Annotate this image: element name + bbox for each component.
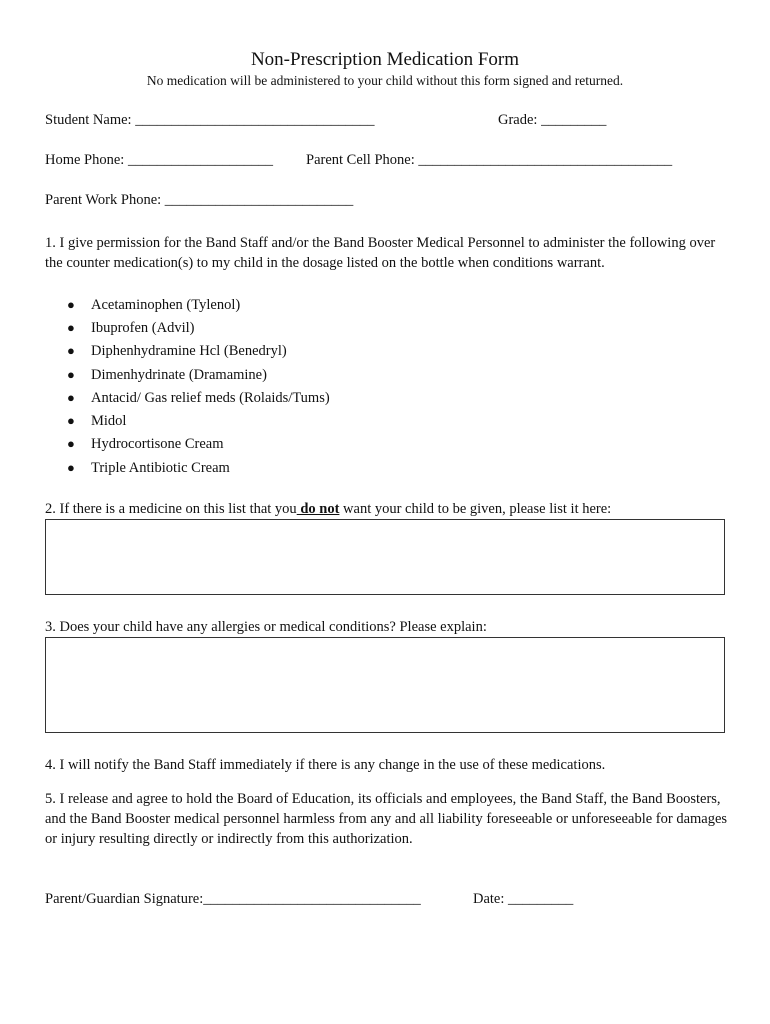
list-item xyxy=(67,363,330,386)
bullet-icon: ● xyxy=(67,459,75,475)
form-title: Non-Prescription Medication Form xyxy=(250,49,520,70)
parent-cell-phone-field[interactable]: Parent Cell Phone: ___________________________________ xyxy=(306,152,673,168)
medication-label: Antacid/ Gas relief meds (Rolaids/Tums) xyxy=(91,389,330,406)
date-field[interactable]: Date: _________ xyxy=(473,891,574,907)
bullet-icon: ● xyxy=(67,296,75,312)
exclusion-question xyxy=(45,501,611,518)
form-subtitle: No medication will be administered to your child without this form signed and returned. xyxy=(146,73,624,88)
list-item xyxy=(67,409,330,432)
bullet-icon: ● xyxy=(67,436,75,452)
medication-label: Diphenhydramine Hcl (Benedryl) xyxy=(91,343,287,360)
exclusion-prefix: 2. If there is a medicine on this list that you xyxy=(45,501,297,517)
grade-field[interactable]: Grade: _________ xyxy=(498,112,607,128)
medication-label: Triple Antibiotic Cream xyxy=(91,459,230,476)
list-item xyxy=(67,340,330,363)
bullet-icon: ● xyxy=(67,413,75,429)
exclusion-suffix: want your child to be given, please list it here: xyxy=(339,501,612,517)
medication-label: Hydrocortisone Cream xyxy=(91,436,224,453)
notify-statement: 4. I will notify the Band Staff immediately if there is any change in the use of these medications. xyxy=(45,757,606,773)
list-item xyxy=(67,456,330,479)
medication-label: Dimenhydrinate (Dramamine) xyxy=(91,366,267,383)
allergies-textbox[interactable] xyxy=(45,637,725,733)
allergies-question: 3. Does your child have any allergies or medical conditions? Please explain: xyxy=(45,619,487,635)
list-item xyxy=(67,433,330,456)
bullet-icon: ● xyxy=(67,319,75,335)
release-paragraph: 5. I release and agree to hold the Board of Education, its officials and employees, the Band Staff, the Band Boosters, and the Band Booster medical personnel harmless from any and all liability foreseeable or unforeseeable for damages or injury resulting directly or indirectly from this authorization. xyxy=(45,791,728,847)
signature-field[interactable]: Parent/Guardian Signature:______________________________ xyxy=(45,891,421,907)
bullet-icon: ● xyxy=(67,366,75,382)
student-name-field[interactable]: Student Name: _________________________________ xyxy=(45,112,375,128)
do-not-emphasis: do not xyxy=(296,501,340,517)
bullet-icon: ● xyxy=(67,343,75,359)
list-item xyxy=(67,316,330,339)
list-item xyxy=(67,386,330,409)
permission-paragraph: 1. I give permission for the Band Staff and/or the Band Booster Medical Personnel to administer the following over the counter medication(s) to my child in the dosage listed on the bottle when conditions warrant. xyxy=(45,235,716,271)
home-phone-field[interactable]: Home Phone: ____________________ xyxy=(45,152,273,168)
bullet-icon: ● xyxy=(67,389,75,405)
parent-work-phone-field[interactable]: Parent Work Phone: __________________________ xyxy=(45,192,354,208)
medication-label: Acetaminophen (Tylenol) xyxy=(91,296,241,313)
medication-list xyxy=(67,293,330,479)
medication-label: Midol xyxy=(91,413,127,430)
list-item xyxy=(67,293,330,316)
excluded-medicine-textbox[interactable] xyxy=(45,519,725,595)
medication-label: Ibuprofen (Advil) xyxy=(91,319,195,336)
